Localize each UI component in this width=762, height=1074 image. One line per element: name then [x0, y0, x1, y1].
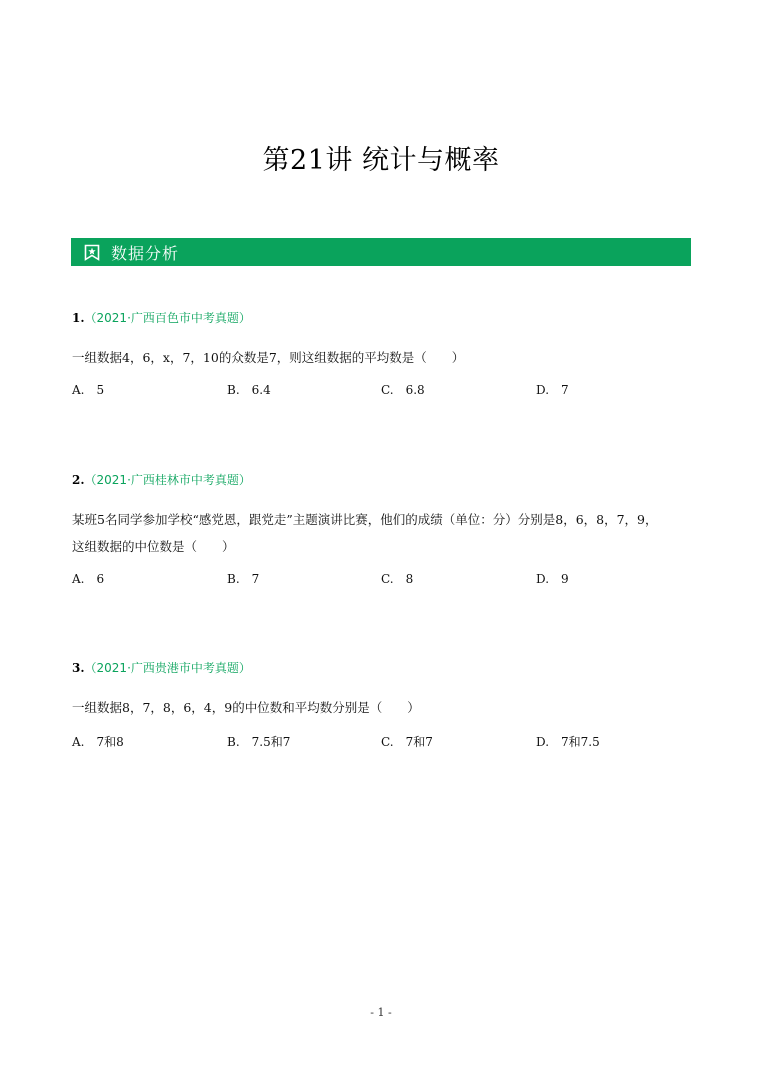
- option-c: C. 6.8: [381, 383, 425, 397]
- question-header: [72, 310, 692, 326]
- options-row: [72, 383, 692, 403]
- section-banner: [71, 238, 691, 266]
- option-a: A. 7和8: [72, 735, 124, 749]
- question-stem: [72, 506, 692, 560]
- option-a: A. 6: [72, 572, 105, 586]
- option-b: B. 6.4: [227, 383, 271, 397]
- option-c: C. 8: [381, 572, 414, 586]
- question-1: [72, 310, 692, 403]
- question-stem-line: 一组数据4，6，x，7，10的众数是7，则这组数据的平均数是（ ）: [72, 350, 465, 365]
- question-stem-line: 这组数据的中位数是（ ）: [72, 539, 235, 554]
- options-row: [72, 733, 692, 753]
- option-c: C. 7和7: [381, 735, 433, 749]
- page-title: 第21讲 统计与概率: [262, 145, 500, 176]
- question-number: 1.: [72, 311, 85, 325]
- question-stem: [72, 694, 692, 721]
- question-source: （2021·广西桂林市中考真题）: [84, 473, 251, 487]
- question-number: 3.: [72, 661, 85, 675]
- question-stem-line: 一组数据8，7，8，6，4，9的中位数和平均数分别是（ ）: [72, 700, 420, 715]
- question-header: [72, 660, 692, 676]
- question-source: （2021·广西贵港市中考真题）: [84, 661, 251, 675]
- option-b: B. 7: [227, 572, 260, 586]
- option-d: D. 7和7.5: [536, 735, 600, 749]
- question-stem: [72, 344, 692, 371]
- question-2: [72, 472, 692, 592]
- question-source: （2021·广西百色市中考真题）: [84, 311, 251, 325]
- option-a: A. 5: [72, 383, 105, 397]
- options-row: [72, 572, 692, 592]
- page-number: - 1 -: [370, 1006, 392, 1019]
- option-d: D. 7: [536, 383, 569, 397]
- question-header: [72, 472, 692, 488]
- question-number: 2.: [72, 473, 85, 487]
- section-title: 数据分析: [111, 243, 180, 263]
- question-3: [72, 660, 692, 753]
- bookmark-star-icon: [83, 244, 100, 261]
- option-d: D. 9: [536, 572, 569, 586]
- question-stem-line: 某班5名同学参加学校“感党恩，跟党走”主题演讲比赛，他们的成绩（单位：分）分别是8，6，8，7，9，: [72, 512, 658, 527]
- option-b: B. 7.5和7: [227, 735, 291, 749]
